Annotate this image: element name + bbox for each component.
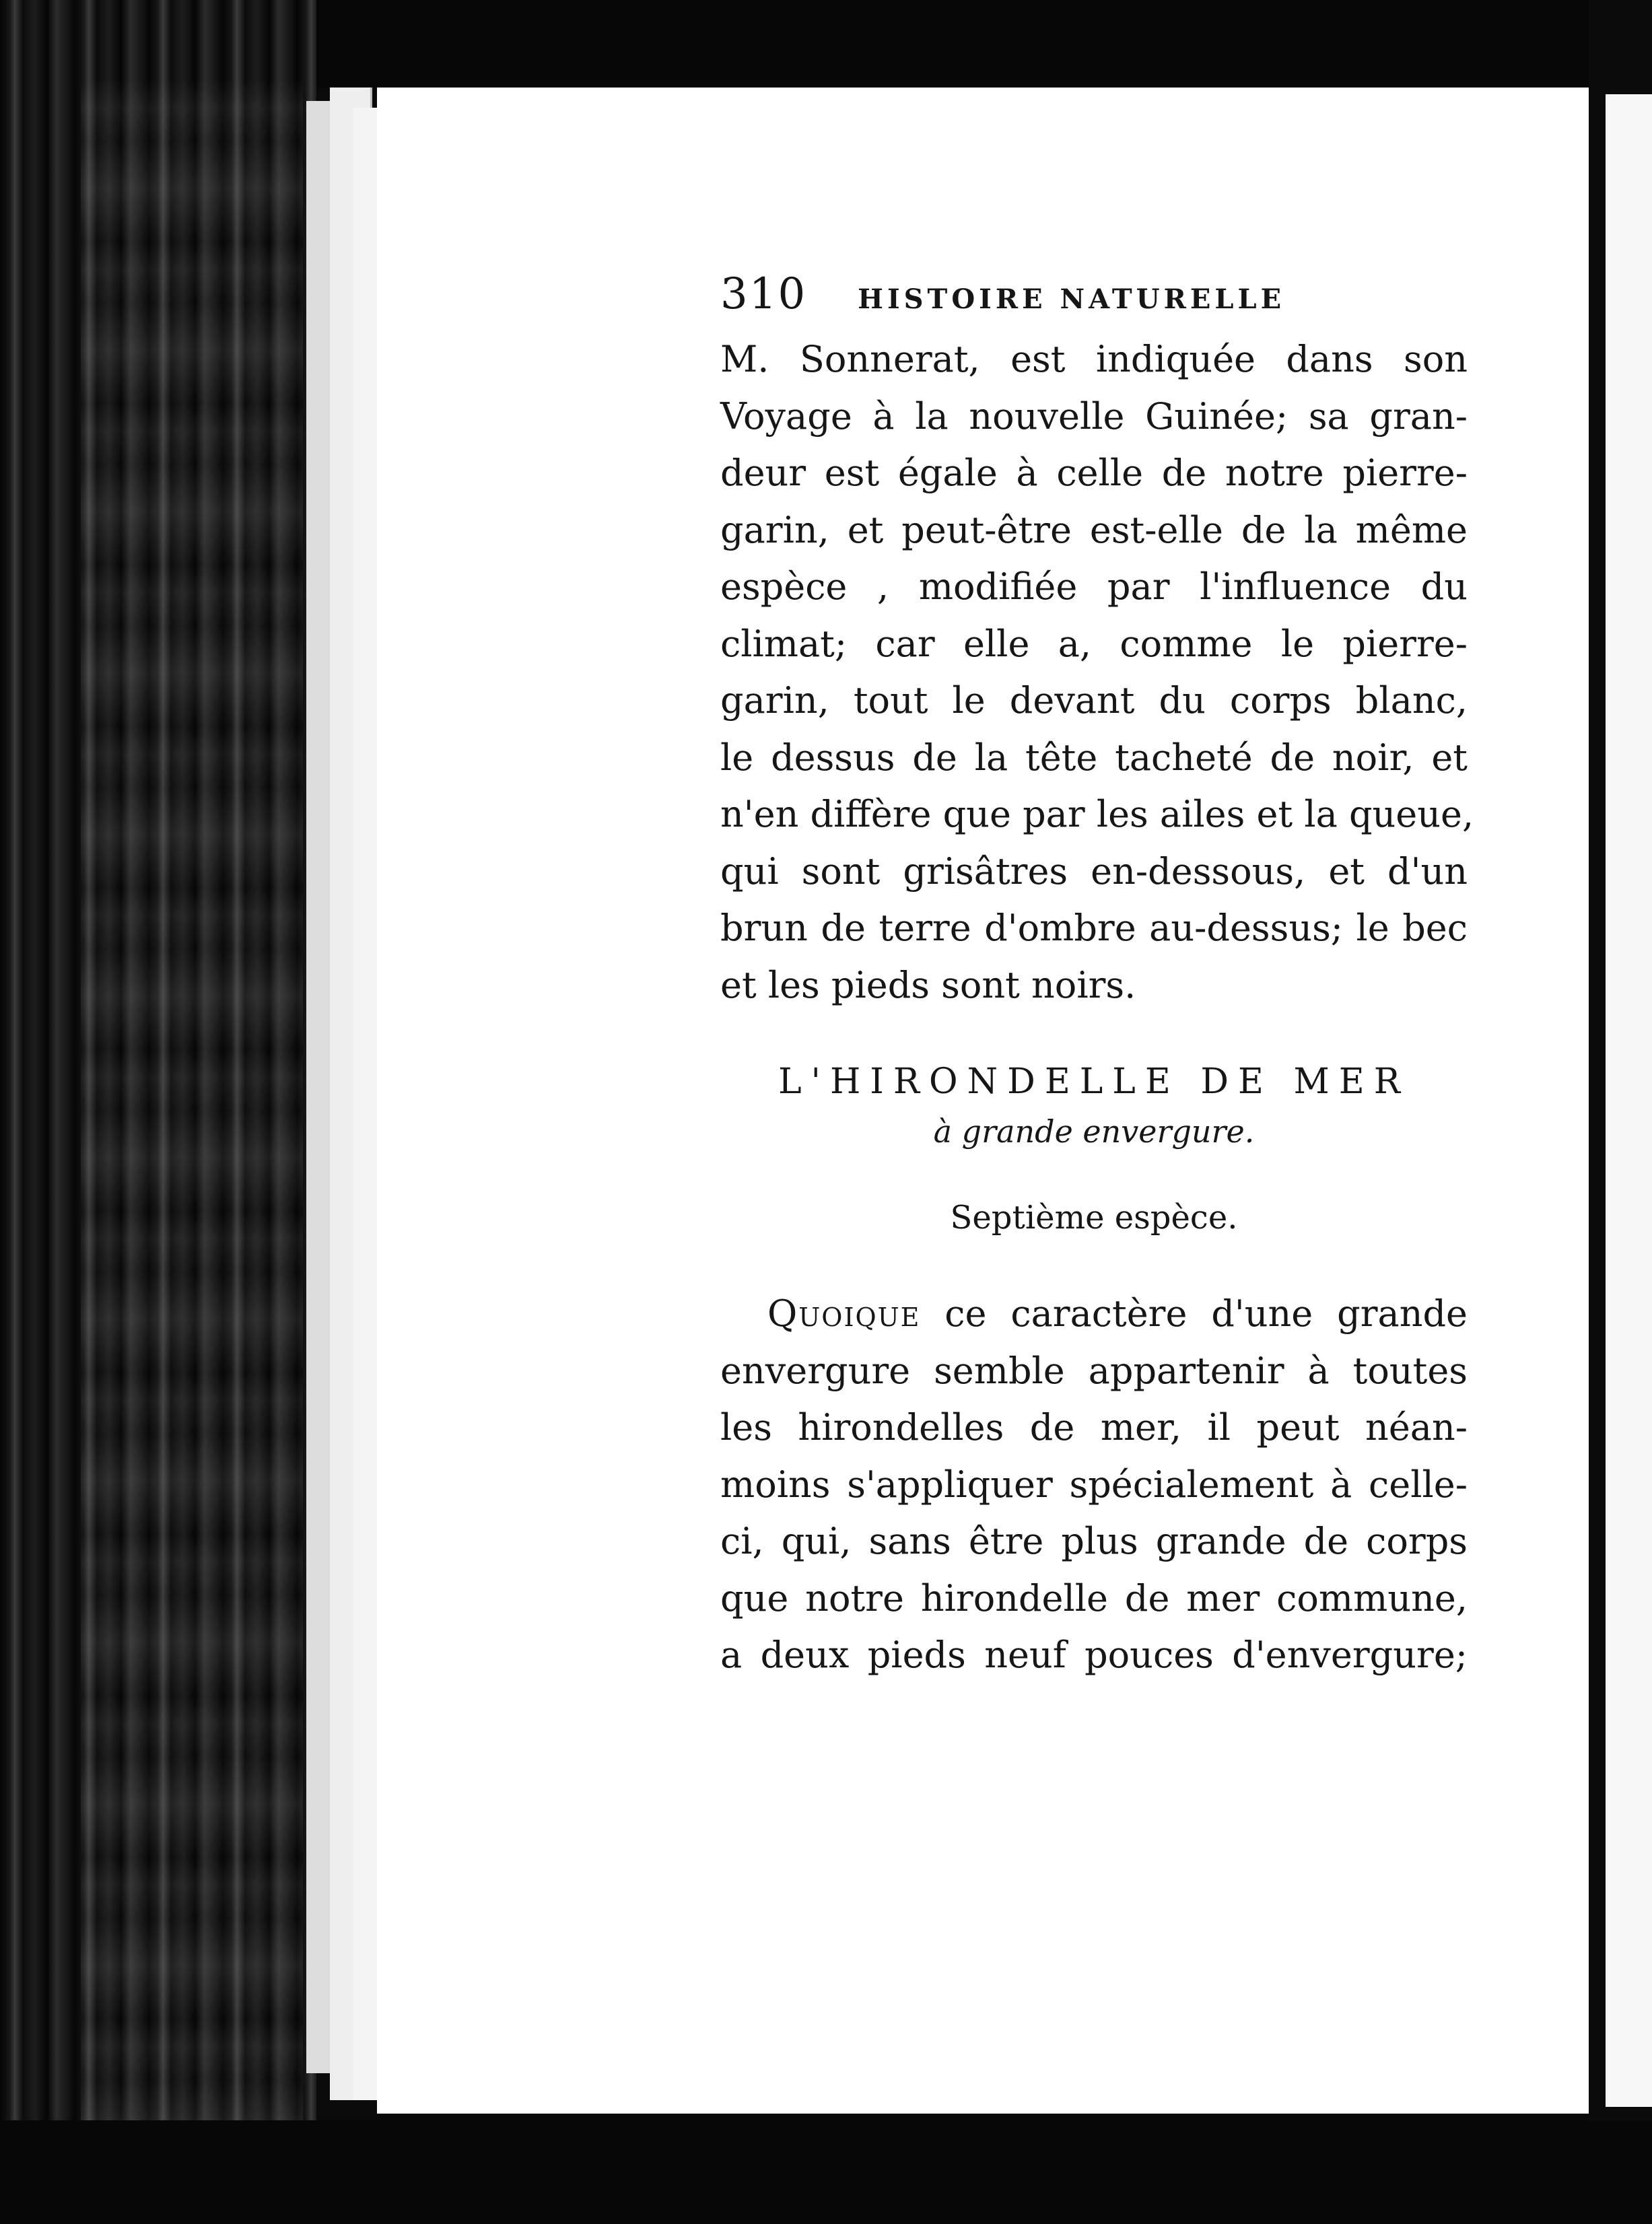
text-line: ci, qui, sans être plus grande de corps xyxy=(720,1520,1468,1562)
text-line: les hirondelles de mer, il peut néan- xyxy=(720,1406,1468,1449)
text-line: le dessus de la tête tacheté de noir, et xyxy=(720,736,1468,779)
text-line: a deux pieds neuf pouces d'envergure; xyxy=(720,1634,1468,1676)
paragraph-2 xyxy=(720,1286,1468,1684)
text-line: climat; car elle a, comme le pierre- xyxy=(720,622,1468,665)
species-heading: Septième espèce. xyxy=(950,1199,1238,1237)
next-page-edge xyxy=(1606,94,1652,2107)
book-binding xyxy=(0,0,316,2224)
lead-word: Quoique xyxy=(767,1292,921,1335)
page-number: 310 xyxy=(720,269,807,319)
binding-texture xyxy=(81,81,303,2141)
scan-bottom-border xyxy=(0,2120,1652,2224)
text-line: espèce , modifiée par l'influence du xyxy=(720,565,1468,608)
text-line: envergure semble appartenir à toutes xyxy=(720,1349,1468,1392)
text-line: brun de terre d'ombre au-dessus; le bec xyxy=(720,907,1468,949)
running-head xyxy=(720,269,1468,331)
text-line: qui sont grisâtres en-dessous, et d'un xyxy=(720,849,1468,893)
paragraph-1 xyxy=(720,331,1474,1014)
page-text xyxy=(720,269,1474,1684)
text-line: garin, et peut-être est-elle de la même xyxy=(720,508,1468,551)
text-line: que notre hirondelle de mer commune, xyxy=(720,1576,1468,1620)
text-line: deur est égale à celle de notre pierre- xyxy=(720,452,1468,494)
running-head-title: HISTOIRE NATURELLE xyxy=(858,283,1286,315)
text-line: et les pieds sont noirs. xyxy=(720,963,1136,1006)
section-title: L'HIRONDELLE DE MER xyxy=(778,1062,1410,1102)
text-line: moins s'appliquer spécialement à celle- xyxy=(720,1463,1468,1506)
section-subtitle: à grande envergure. xyxy=(933,1113,1255,1150)
text-line: M. Sonnerat, est indiquée dans son xyxy=(720,338,1468,380)
text-line: Voyage à la nouvelle Guinée; sa gran- xyxy=(720,394,1468,438)
text-line: n'en diffère que par les ailes et la queue, xyxy=(720,793,1474,835)
text-line: garin, tout le devant du corps blanc, xyxy=(720,679,1468,722)
text-line xyxy=(720,1286,1468,1343)
first-line-text: ce caractère d'une grande xyxy=(920,1292,1468,1335)
